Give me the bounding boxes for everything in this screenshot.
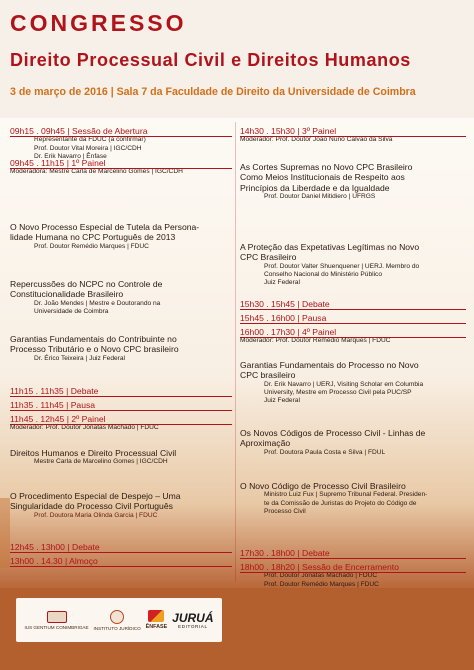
- program-item: [10, 556, 232, 566]
- session-label: Debate: [70, 386, 99, 396]
- session-line: [10, 556, 232, 566]
- session-separator: |: [294, 313, 302, 323]
- session-separator: |: [64, 542, 72, 552]
- sponsor-logos: [16, 598, 222, 642]
- logo-enfase-text: ÊNFASE: [145, 624, 168, 630]
- program-item: [10, 222, 232, 251]
- speaker-line: Prof. Doutor Valter Shuenquener | UERJ. Membro do: [264, 262, 420, 270]
- program-item: [240, 327, 466, 346]
- session-line: [240, 299, 466, 309]
- talk-title: Aproximação: [240, 438, 291, 449]
- speaker-line: Dr. Erik Navarro | Ênfase: [34, 152, 107, 160]
- program-body: [0, 118, 474, 588]
- program-item: [240, 428, 466, 457]
- speaker-line: Juiz Federal: [264, 397, 300, 405]
- session-separator: |: [294, 548, 302, 558]
- program-item: [10, 400, 232, 410]
- session-line: [240, 548, 466, 558]
- logo-ius-gentium-text: IUS GENTIUM CONIMBRIGAE: [24, 624, 89, 630]
- session-separator: |: [62, 556, 70, 566]
- speaker-line: University, Mestre em Processo Civil pela PUC/SP: [264, 389, 412, 397]
- session-label: 3º Painel: [301, 126, 337, 136]
- session-rule: [10, 396, 232, 397]
- program-item: [10, 158, 232, 177]
- speaker-line: Representante da FDUC (a confirmar): [34, 136, 146, 144]
- program-item: [10, 542, 232, 552]
- session-line: [10, 158, 232, 168]
- session-rule: [240, 558, 466, 559]
- session-time: 14h30 . 15h30: [240, 126, 295, 136]
- talk-title: O Novo Código de Processo Civil Brasileiro: [240, 481, 406, 491]
- speaker-line: Moderadora: Mestre Carla de Marcelino Gomes | IGC/CDH: [10, 168, 183, 176]
- logo-jurua-sub: EDITORIAL: [178, 623, 208, 629]
- session-rule: [240, 572, 466, 573]
- session-rule: [240, 337, 466, 338]
- speaker-line: Prof. Doutor Remédio Marques | FDUC: [264, 580, 379, 588]
- session-rule: [10, 552, 232, 553]
- session-rule: [10, 410, 232, 411]
- column-divider: [235, 122, 236, 582]
- speaker-line: te da Comissão de Juristas do Projeto do Código de: [264, 499, 417, 507]
- session-label: Pausa: [70, 400, 96, 410]
- program-item: [240, 126, 466, 145]
- talk-title: As Cortes Supremas no Novo CPC Brasileiro: [240, 162, 413, 172]
- talk-title: lidade Humana no CPC Português de 2013: [10, 232, 176, 243]
- session-line: [10, 542, 232, 552]
- program-item: [10, 491, 232, 520]
- session-rule: [240, 309, 466, 310]
- speaker-line: Prof. Doutor Jónatas Machado | FDUC: [264, 572, 378, 580]
- talk-title: Como Meios Institucionais de Respeito aos: [240, 172, 405, 183]
- logo-jurua-text: JURUÁ: [172, 610, 214, 625]
- session-separator: |: [64, 158, 72, 168]
- speaker-line: Universidade de Coimbra: [34, 308, 109, 316]
- session-line: [240, 126, 466, 136]
- session-line: [240, 327, 466, 337]
- talk-title: Direitos Humanos e Direito Processual Civil: [10, 448, 177, 458]
- ius-gentium-icon: [47, 611, 67, 623]
- congress-kicker: CONGRESSO: [10, 10, 187, 36]
- session-separator: |: [64, 414, 72, 424]
- speaker-line: Moderador: Prof. Doutor Remédio Marques | FDUC: [240, 337, 391, 345]
- session-time: 11h45 . 12h45: [10, 414, 65, 424]
- session-label: 4º Painel: [301, 327, 337, 337]
- speaker-line: Ministro Luiz Fux | Supremo Tribunal Federal. Presiden-: [264, 491, 428, 499]
- session-line: [10, 126, 232, 136]
- program-item: [240, 313, 466, 323]
- speaker-line: Processo Civil: [264, 507, 306, 515]
- program-item: [10, 334, 232, 363]
- speaker-line: Conselho Nacional do Ministério Público: [264, 271, 383, 279]
- speaker-line: Dr. Erik Navarro | UERJ, Visiting Scholar em Columbia: [264, 380, 424, 388]
- talk-title: Os Novos Códigos de Processo Civil - Linhas de: [240, 428, 426, 438]
- session-rule: [240, 136, 466, 137]
- speaker-line: Dr. João Mendes | Mestre e Doutorando na: [34, 299, 161, 307]
- session-time: 15h30 . 15h45: [240, 299, 295, 309]
- speaker-line: Dr. Érico Teixeira | Juiz Federal: [34, 354, 126, 362]
- session-rule: [10, 168, 232, 169]
- logo-instituto-juridico: [94, 610, 141, 631]
- session-label: Sessão de Abertura: [71, 126, 148, 136]
- talk-title: Princípios da Liberdade e da Igualdade: [240, 182, 390, 193]
- session-separator: |: [63, 386, 71, 396]
- session-time: 11h35 . 11h45: [10, 400, 64, 410]
- talk-title: Repercussões do NCPC no Controle de: [10, 279, 163, 289]
- session-time: 17h30 . 18h00: [240, 548, 295, 558]
- program-item: [240, 481, 466, 516]
- talk-title: O Procedimento Especial de Despejo – Uma: [10, 491, 181, 501]
- talk-title: Garantias Fundamentais do Contribuinte no: [10, 334, 177, 344]
- program-item: [10, 448, 232, 467]
- program-item: [240, 299, 466, 309]
- session-time: 13h00 . 14.30: [10, 556, 63, 566]
- talk-title: A Proteção das Expetativas Legítimas no Novo: [240, 242, 420, 252]
- session-label: 2º Painel: [71, 414, 106, 424]
- program-item: [240, 360, 466, 405]
- session-time: 18h00 . 18h20: [240, 562, 295, 572]
- session-label: Debate: [301, 548, 330, 558]
- session-separator: |: [294, 299, 302, 309]
- session-time: 09h45 . 11h15: [10, 158, 65, 168]
- congress-title: Direito Processual Civil e Direitos Humanos: [10, 50, 411, 70]
- program-item: [10, 386, 232, 396]
- logo-ius-gentium: [24, 611, 88, 630]
- talk-title: Garantias Fundamentais do Processo no Novo: [240, 360, 419, 370]
- talk-title: Processo Tributário e o Novo CPC brasileiro: [10, 344, 179, 355]
- session-label: Debate: [301, 299, 330, 309]
- speaker-line: Prof. Doutora Maria Olinda Garcia | FDUC: [34, 511, 158, 519]
- logo-enfase: [146, 610, 168, 630]
- session-time: 09h15 . 09h45: [10, 126, 65, 136]
- session-label: Debate: [71, 542, 100, 552]
- session-label: Almoço: [69, 556, 98, 566]
- session-rule: [10, 424, 232, 425]
- footer-bar: [0, 588, 474, 670]
- session-line: [240, 562, 466, 572]
- program-item: [240, 242, 466, 287]
- session-rule: [10, 566, 232, 567]
- talk-title: Singularidade do Processo Civil Português: [10, 501, 173, 512]
- session-time: 11h15 . 11h35: [10, 386, 64, 396]
- session-time: 16h00 . 17h30: [240, 327, 295, 337]
- talk-title: O Novo Processo Especial de Tutela da Persona-: [10, 222, 200, 232]
- session-separator: |: [63, 400, 71, 410]
- session-rule: [240, 323, 466, 324]
- talk-title: Constitucionalidade Brasileiro: [10, 289, 124, 300]
- program-item: [240, 162, 466, 201]
- speaker-line: Juiz Federal: [264, 279, 300, 287]
- speaker-line: Moderador: Prof. Doutor João Nuno Calvão da Silva: [240, 136, 393, 144]
- session-label: 1º Painel: [71, 158, 106, 168]
- session-line: [10, 414, 232, 424]
- talk-title: CPC Brasileiro: [240, 252, 297, 263]
- session-line: [10, 400, 232, 410]
- program-item: [240, 548, 466, 558]
- session-line: [10, 386, 232, 396]
- speaker-line: Prof. Doutor Vital Moreira | IGC/CDH: [34, 144, 142, 152]
- session-time: 15h45 . 16h00: [240, 313, 295, 323]
- speaker-line: Mestre Carla de Marcelino Gomes | IGC/CDH: [34, 458, 168, 466]
- instituto-juridico-icon: [110, 610, 124, 624]
- session-line: [240, 313, 466, 323]
- session-separator: |: [294, 126, 302, 136]
- session-label: Sessão de Encerramento: [301, 562, 399, 572]
- logo-jurua: [172, 612, 213, 629]
- program-item: [10, 279, 232, 316]
- program-item: [10, 126, 232, 161]
- session-time: 12h45 . 13h00: [10, 542, 65, 552]
- session-label: Pausa: [301, 313, 327, 323]
- session-separator: |: [64, 126, 72, 136]
- speaker-line: Prof. Doutor Remédio Marques | FDUC: [34, 242, 149, 250]
- speaker-line: Prof. Doutora Paula Costa e Silva | FDUL: [264, 448, 386, 456]
- session-separator: |: [294, 562, 302, 572]
- session-separator: |: [294, 327, 302, 337]
- date-venue-line: 3 de março de 2016 | Sala 7 da Faculdade de Direito da Universidade de Coimbra: [10, 86, 416, 98]
- speaker-line: Moderador: Prof. Doutor Jónatas Machado | FDUC: [10, 424, 159, 432]
- session-rule: [10, 136, 232, 137]
- page-header: [0, 0, 474, 112]
- enfase-icon: [148, 610, 164, 622]
- logo-instituto-juridico-text: INSTITUTO JURÍDICO: [93, 625, 141, 631]
- decorative-band: [0, 498, 10, 568]
- talk-title: CPC brasileiro: [240, 370, 296, 381]
- program-item: [10, 414, 232, 433]
- speaker-line: Prof. Doutor Daniel Mitidiero | UFRGS: [264, 193, 376, 201]
